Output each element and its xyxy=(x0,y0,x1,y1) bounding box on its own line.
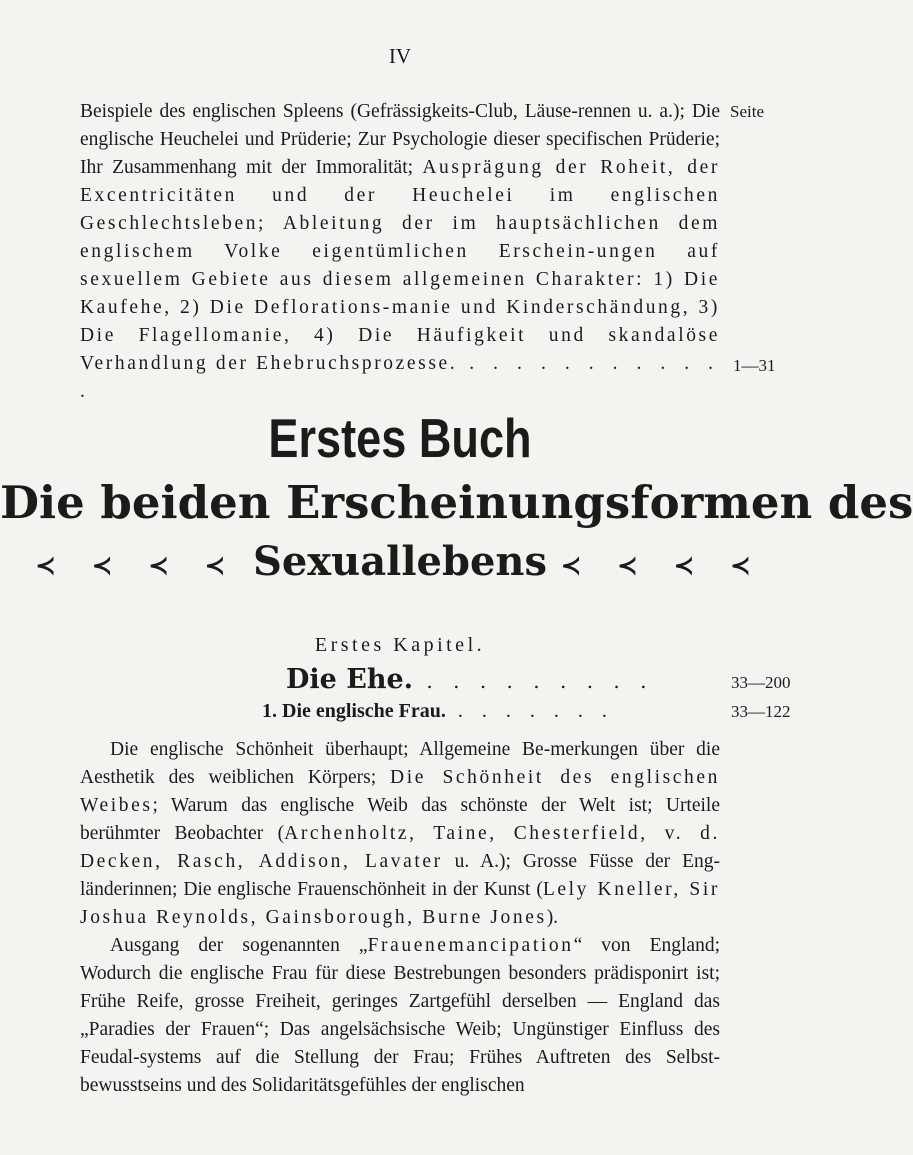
book-subtitle-line1: Die beiden Erscheinungsformen des xyxy=(0,476,913,529)
toc-intro-text: Beispiele des englischen Spleens (Gefrässigkeits-Club, Läuse-rennen u. a.); Die englische Heuchelei und Prüderie; Zur Psychologie dieser specifischen Prüderie; Ihr Zusammenhang mit der Immoralität; xyxy=(80,101,720,178)
body-spaced-text: Die Schönheit des englischen Weibes xyxy=(80,767,720,816)
chapter-pages: 33—200 xyxy=(731,673,791,692)
book-title: Erstes Buch xyxy=(268,407,532,469)
body-spaced-names: Archenholtz, Taine, Chesterfield, v. d. Decken, Rasch, Addison, Lavater xyxy=(80,823,720,872)
chapter-label: Erstes Kapitel. xyxy=(314,634,486,656)
body-text: u. A.); Grosse Füsse der Eng-länderinnen; Die englische Frauenschönheit in der Kunst ( xyxy=(80,851,720,900)
ornament-right: ≺ ≺ ≺ ≺ xyxy=(560,550,765,580)
body-text: ; Warum das englische Weib das schönste der Welt ist; Urteile berühmter Beobachter ( xyxy=(80,795,720,844)
chapter-title-line xyxy=(286,664,653,695)
book-subtitle-line2 xyxy=(0,538,800,585)
section-heading-line xyxy=(262,700,614,723)
toc-intro-paragraph xyxy=(80,98,720,406)
body-text: “ von England; Wodurch die englische Frau für diese Bestrebungen besonders prädisponirt ist; Frühe Reife, grosse Freiheit, geringes Zartgefühl derselben — England das „Paradies der Frauen“; Das angelsächsische Weib; Ungünstiger Einfluss des Feudal-systems auf die Stellung der Frau; Frühes Auftreten des Selbst-bewusstseins und des Solidaritätsgefühles der englischen xyxy=(80,935,721,1096)
body-paragraph-2 xyxy=(80,932,720,1100)
book-subtitle-word: Sexuallebens xyxy=(252,538,548,585)
body-text: Ausgang der sogenannten „ xyxy=(110,935,368,956)
section-pages: 33—122 xyxy=(731,702,791,721)
body-spaced-names: Lely Kneller, Sir Joshua Reynolds, Gainsborough, Burne Jones xyxy=(80,879,720,928)
body-text: ). xyxy=(546,907,559,928)
body-text: Die englische Schönheit überhaupt; Allgemeine Be-merkungen über die Aesthetik des weiblichen Körpers; xyxy=(80,739,720,788)
section-leaders: . . . . . . . xyxy=(445,700,614,722)
page-number: IV xyxy=(388,44,412,68)
section-heading: 1. Die englische Frau. xyxy=(262,700,446,722)
chapter-title: Die Ehe. xyxy=(286,664,414,695)
ornament-left: ≺ ≺ ≺ ≺ xyxy=(35,550,240,580)
toc-intro-leaders: . . . . . . . . . . . . xyxy=(80,353,720,402)
body-spaced-text: Frauenemancipation xyxy=(367,935,574,956)
toc-intro-spaced-text: Ausprägung der Roheit, der Excentricitäten und der Heuchelei im englischen Geschlechtsleben; Ableitung der im hauptsächlichen dem englischem Volke eigentümlichen Erschein-ungen auf sexuellem Gebiete aus diesem allgemeinen Charakter: 1) Die Kaufehe, 2) Die Deflorations-manie und Kinderschändung, 3) Die Flagellomanie, 4) Die Häufigkeit und skandalöse Verhandlung der Ehebruchsprozesse. xyxy=(80,157,720,374)
chapter-title-leaders: . . . . . . . . . xyxy=(413,669,654,693)
column-label-seite: Seite xyxy=(730,102,764,121)
body-paragraph-1 xyxy=(80,736,720,932)
toc-intro-pages: 1—31 xyxy=(733,356,776,375)
